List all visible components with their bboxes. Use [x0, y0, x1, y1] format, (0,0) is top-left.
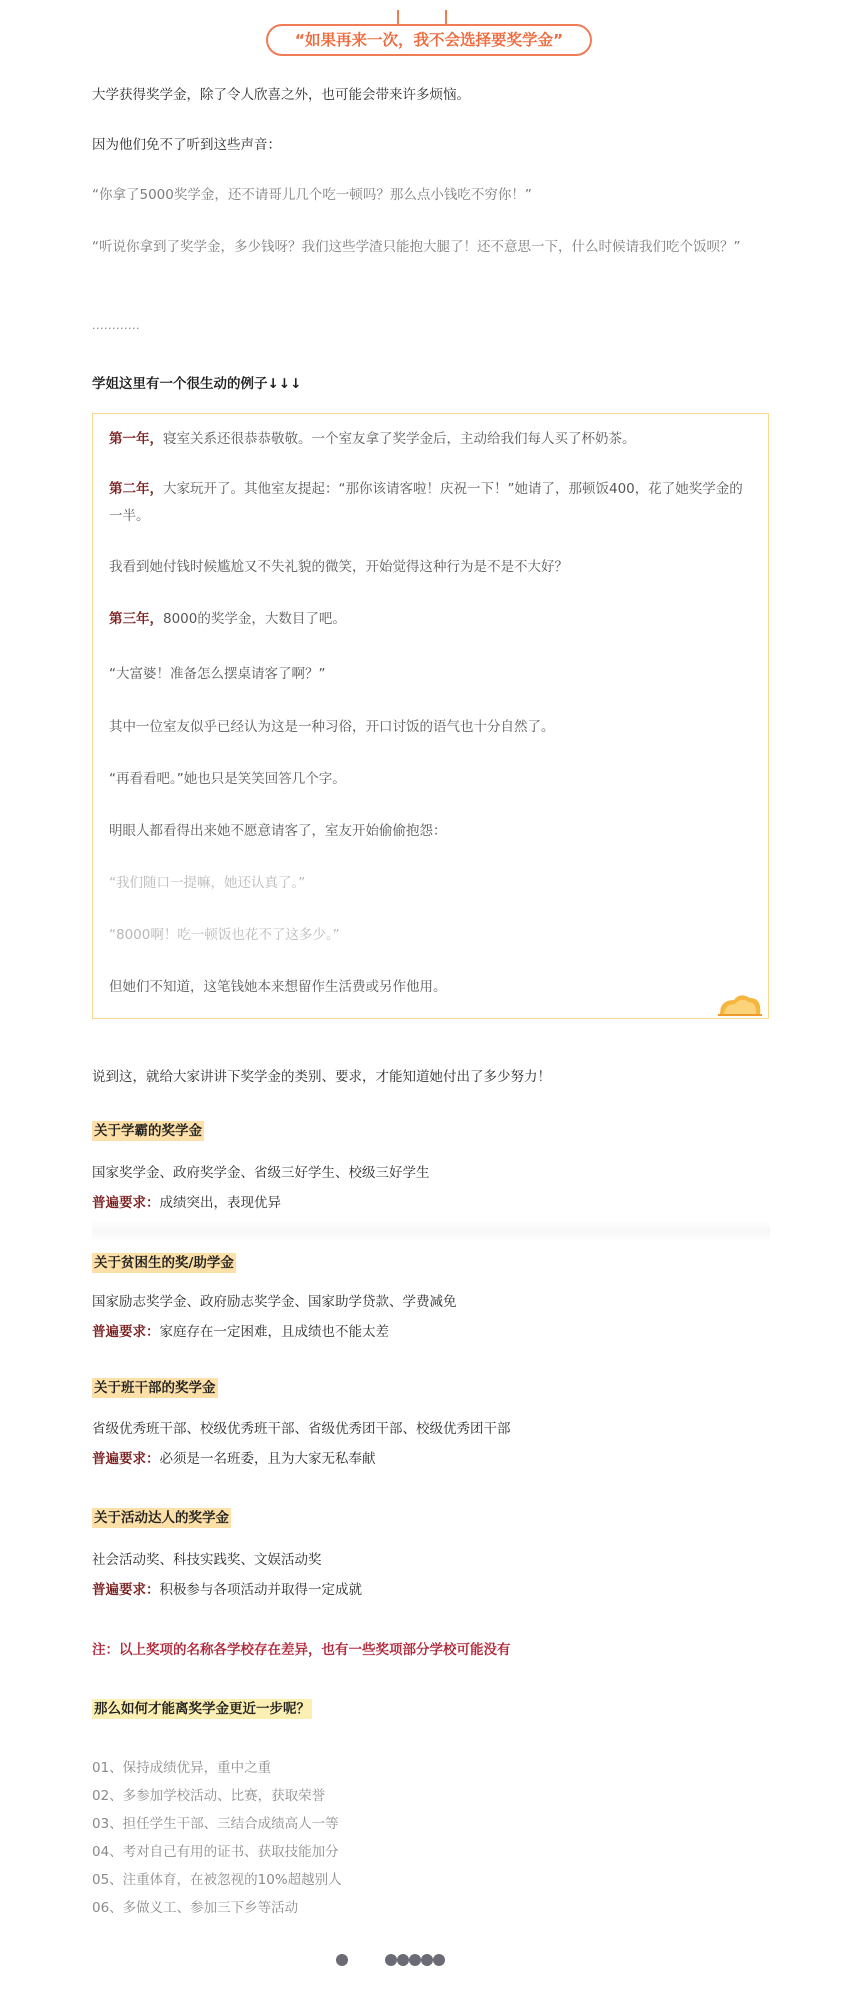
- section-heading-top-students: [92, 1120, 770, 1141]
- story-paragraph-7: “再看看吧。”她也只是笑笑回答几个字。: [109, 771, 346, 787]
- story-paragraph-6: 其中一位室友似乎已经认为这是一种习俗，开口讨饭的语气也十分自然了。: [109, 719, 555, 735]
- year-2-label: 第二年，: [109, 481, 163, 497]
- requirement-text: 积极参与各项活动并取得一定成就: [159, 1582, 362, 1598]
- tip-item: 02、多参加学校活动、比赛，获取荣誉: [92, 1788, 326, 1804]
- year-1-text: 寝室关系还很恭恭敬敬。一个室友拿了奖学金后，主动给我们每人买了杯奶茶。: [163, 431, 636, 447]
- decor-dot: [385, 1954, 397, 1966]
- section-items-activity-stars: 社会活动奖、科技实践奖、文娱活动奖: [92, 1552, 322, 1568]
- story-paragraph-11: 但她们不知道，这笔钱她本来想留作生活费或另作他用。: [109, 979, 447, 995]
- decor-dot: [336, 1954, 348, 1966]
- how-heading: [92, 1698, 770, 1719]
- title-banner: [266, 10, 596, 60]
- transition-paragraph: 说到这，就给大家讲讲下奖学金的类别、要求，才能知道她付出了多少努力！: [92, 1069, 551, 1085]
- requirement-text: 必须是一名班委，且为大家无私奉献: [159, 1451, 376, 1467]
- story-paragraph-10: “8000啊！吃一顿饭也花不了这多少。”: [109, 927, 340, 943]
- section-req-needy-students: [92, 1319, 770, 1346]
- how-heading-label: 那么如何才能离奖学金更近一步呢？: [94, 1701, 310, 1717]
- requirement-text: 家庭存在一定困难，且成绩也不能太差: [159, 1324, 389, 1340]
- story-year-3: [109, 606, 749, 633]
- story-paragraph-5: “大富婆！准备怎么摆桌请客了啊？”: [109, 666, 326, 682]
- section-heading-activity-stars: [92, 1507, 770, 1528]
- section-heading-label: 关于贫困生的奖/助学金: [94, 1255, 234, 1271]
- because-paragraph: 因为他们免不了听到这些声音：: [92, 137, 281, 153]
- story-year-1: [109, 426, 749, 453]
- story-year-2: [109, 476, 749, 530]
- section-heading-label: 关于学霸的奖学金: [94, 1123, 202, 1139]
- year-2-text: 大家玩开了。其他室友提起：“那你该请客啦！庆祝一下！”她请了，那顿饭400，花了她奖学金的一半。: [109, 481, 743, 524]
- story-paragraph-3: 我看到她付钱时候尴尬又不失礼貌的微笑，开始觉得这种行为是不是不大好？: [109, 559, 568, 575]
- section-items-class-cadres: 省级优秀班干部、校级优秀班干部、省级优秀团干部、校级优秀团干部: [92, 1421, 511, 1437]
- requirement-label: 普遍要求：: [92, 1451, 160, 1467]
- ellipsis-divider: ............: [92, 319, 140, 332]
- requirement-label: 普遍要求：: [92, 1195, 160, 1211]
- section-items-top-students: 国家奖学金、政府奖学金、省级三好学生、校级三好学生: [92, 1165, 430, 1181]
- requirement-text: 成绩突出，表现优异: [159, 1195, 281, 1211]
- decor-dot: [409, 1954, 421, 1966]
- title-tick-left: [397, 10, 399, 24]
- decor-dot: [397, 1954, 409, 1966]
- cloud-decoration-icon: [716, 992, 764, 1018]
- example-lead: 学姐这里有一个很生动的例子↓↓↓: [92, 376, 302, 392]
- section-heading-needy-students: [92, 1252, 770, 1273]
- quote-2: “听说你拿到了奖学金，多少钱呀？我们这些学渣只能抱大腿了！还不意思一下，什么时候请我们吃个饭呗？”: [92, 239, 741, 255]
- section-req-top-students: [92, 1190, 770, 1217]
- requirement-label: 普遍要求：: [92, 1582, 160, 1598]
- story-paragraph-9: “我们随口一提嘛，她还认真了。”: [109, 875, 306, 891]
- section-heading-label: 关于班干部的奖学金: [94, 1380, 216, 1396]
- year-3-text: 8000的奖学金，大数目了吧。: [163, 611, 346, 627]
- intro-paragraph: 大学获得奖学金，除了令人欣喜之外，也可能会带来许多烦恼。: [92, 87, 470, 103]
- title-tick-right: [445, 10, 447, 24]
- section-heading-class-cadres: [92, 1377, 770, 1398]
- tip-item: 03、担任学生干部、三结合成绩高人一等: [92, 1816, 339, 1832]
- divider-band: [92, 1220, 770, 1242]
- section-req-activity-stars: [92, 1577, 770, 1604]
- tip-item: 06、多做义工、参加三下乡等活动: [92, 1900, 299, 1916]
- year-1-label: 第一年，: [109, 431, 163, 447]
- quote-1: “你拿了5000奖学金，还不请哥儿几个吃一顿吗？那么点小钱吃不穷你！”: [92, 187, 532, 203]
- section-heading-label: 关于活动达人的奖学金: [94, 1510, 229, 1526]
- tip-item: 05、注重体育，在被忽视的10%超越别人: [92, 1872, 342, 1888]
- section-req-class-cadres: [92, 1446, 770, 1473]
- tip-item: 04、考对自己有用的证书、获取技能加分: [92, 1844, 339, 1860]
- story-paragraph-8: 明眼人都看得出来她不愿意请客了，室友开始偷偷抱怨：: [109, 823, 447, 839]
- year-3-label: 第三年，: [109, 611, 163, 627]
- story-box: [92, 413, 769, 1019]
- section-items-needy-students: 国家励志奖学金、政府励志奖学金、国家助学贷款、学费减免: [92, 1294, 457, 1310]
- page-title: “如果再来一次，我不会选择要奖学金”: [266, 24, 592, 56]
- tip-item: 01、保持成绩优异，重中之重: [92, 1760, 272, 1776]
- decor-dot: [433, 1954, 445, 1966]
- decor-dot: [421, 1954, 433, 1966]
- requirement-label: 普遍要求：: [92, 1324, 160, 1340]
- note-text: 注：以上奖项的名称各学校存在差异，也有一些奖项部分学校可能没有: [92, 1642, 511, 1658]
